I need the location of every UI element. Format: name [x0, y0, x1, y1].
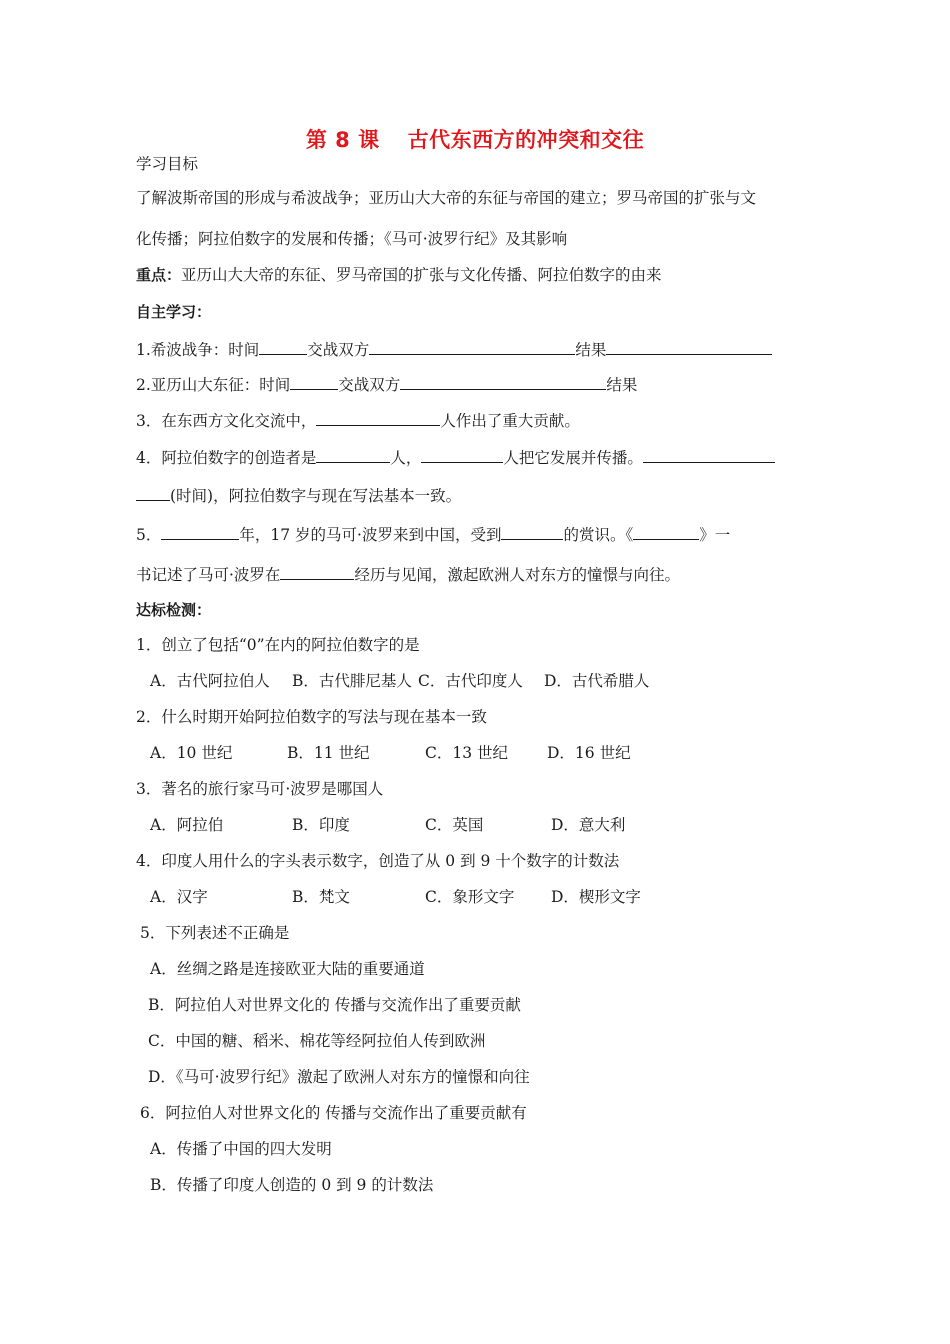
option[interactable]: A．汉字	[150, 888, 208, 906]
answer-blank[interactable]	[369, 338, 575, 355]
option[interactable]: B．传播了印度人创造的 0 到 9 的计数法	[150, 1176, 434, 1194]
option[interactable]: C．古代印度人	[418, 672, 523, 690]
option[interactable]: D．古代希腊人	[544, 672, 650, 690]
option[interactable]: B．阿拉伯人对世界文化的 传播与交流作出了重要贡献	[148, 996, 521, 1014]
option[interactable]: D．16 世纪	[547, 744, 631, 762]
objectives-line-2: 化传播；阿拉伯数字的发展和传播；《马可·波罗行纪》及其影响	[136, 230, 568, 248]
option[interactable]: D．意大利	[551, 816, 626, 834]
self-study-q5: 5． 年，17 岁的马可·波罗来到中国，受到 的赏识。《 》一	[136, 523, 730, 545]
option[interactable]: A．阿拉伯	[150, 816, 224, 834]
answer-blank[interactable]	[280, 563, 354, 580]
option[interactable]: C．中国的糖、稻米、棉花等经阿拉伯人传到欧洲	[148, 1032, 486, 1050]
option[interactable]: B．古代腓尼基人	[292, 672, 412, 690]
self-study-q1: 1.希波战争：时间 交战双方 结果	[136, 338, 772, 360]
option[interactable]: C．英国	[425, 816, 484, 834]
self-study-q4-cont: (时间)，阿拉伯数字与现在写法基本一致。	[136, 484, 461, 506]
option[interactable]: C．13 世纪	[425, 744, 509, 762]
answer-blank[interactable]	[501, 523, 563, 540]
answer-blank[interactable]	[161, 523, 239, 540]
answer-blank[interactable]	[316, 409, 440, 426]
objectives-heading: 学习目标	[136, 155, 199, 173]
answer-blank[interactable]	[421, 446, 503, 463]
question-options	[150, 671, 649, 691]
objectives-line-1: 了解波斯帝国的形成与希波战争；亚历山大大帝的东征与帝国的建立；罗马帝国的扩张与文	[136, 189, 757, 207]
option[interactable]: B．11 世纪	[287, 744, 370, 762]
answer-blank[interactable]	[290, 373, 338, 390]
question-stem: 5．下列表述不正确是	[140, 924, 290, 942]
answer-blank[interactable]	[400, 373, 606, 390]
question-stem: 2．什么时期开始阿拉伯数字的写法与现在基本一致	[136, 708, 487, 726]
option[interactable]: A．古代阿拉伯人	[150, 672, 270, 690]
question-options	[150, 815, 625, 835]
question-stem: 6．阿拉伯人对世界文化的 传播与交流作出了重要贡献有	[140, 1104, 527, 1122]
option[interactable]: B．梵文	[292, 888, 350, 906]
option[interactable]: A．传播了中国的四大发明	[150, 1140, 332, 1158]
answer-blank[interactable]	[643, 446, 775, 463]
answer-blank[interactable]	[136, 484, 170, 501]
option[interactable]: A．10 世纪	[150, 744, 233, 762]
answer-blank[interactable]	[316, 446, 390, 463]
question-options	[150, 743, 631, 763]
assessment-heading: 达标检测：	[136, 601, 212, 619]
answer-blank[interactable]	[633, 523, 699, 540]
self-study-heading: 自主学习：	[136, 303, 212, 321]
option[interactable]: C．象形文字	[425, 888, 515, 906]
option[interactable]: B．印度	[292, 816, 350, 834]
answer-blank[interactable]	[259, 338, 307, 355]
page-title: 第 8 课 古代东西方的冲突和交往	[305, 128, 645, 152]
self-study-q3: 3．在东西方文化交流中， 人作出了重大贡献。	[136, 409, 580, 431]
key-points: 重点：亚历山大大帝的东征、罗马帝国的扩张与文化传播、阿拉伯数字的由来	[136, 266, 662, 284]
option[interactable]: D．《马可·波罗行纪》激起了欧洲人对东方的憧憬和向往	[148, 1068, 530, 1086]
self-study-q5-cont: 书记述了马可·波罗在 经历与见闻，激起欧洲人对东方的憧憬与向往。	[136, 563, 680, 585]
option[interactable]: A．丝绸之路是连接欧亚大陆的重要通道	[150, 960, 425, 978]
self-study-q4: 4．阿拉伯数字的创造者是 人， 人把它发展并传播。	[136, 446, 775, 468]
self-study-q2: 2.亚历山大东征：时间 交战双方 结果	[136, 373, 637, 395]
question-stem: 4．印度人用什么的字头表示数字，创造了从 0 到 9 十个数字的计数法	[136, 852, 620, 870]
question-stem: 1．创立了包括“0”在内的阿拉伯数字的是	[136, 636, 420, 654]
question-stem: 3．著名的旅行家马可·波罗是哪国人	[136, 780, 384, 798]
question-options	[150, 887, 641, 907]
answer-blank[interactable]	[606, 338, 772, 355]
option[interactable]: D．楔形文字	[551, 888, 641, 906]
